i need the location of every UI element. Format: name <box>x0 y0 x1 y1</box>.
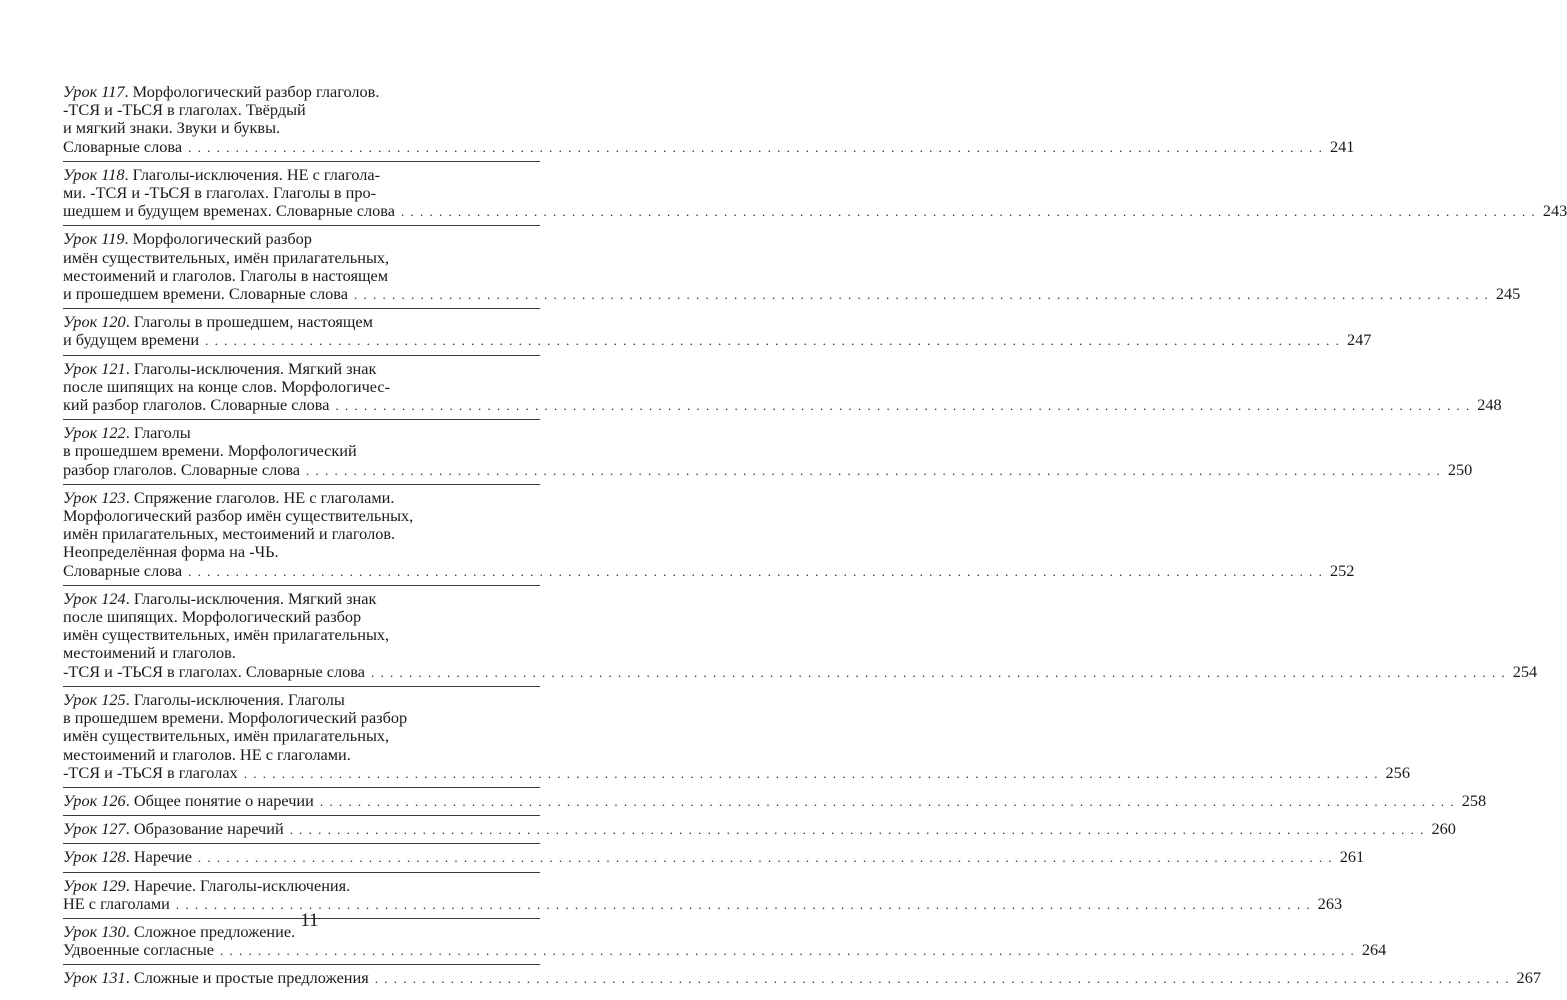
entry-line <box>63 525 540 543</box>
lesson-number: Урок 128 <box>63 847 126 867</box>
toc-entry <box>63 819 1456 844</box>
entry-text: -ТСЯ и -ТЬСЯ в глаголах. Словарные слова <box>63 661 365 681</box>
entry-text: шедшем и будущем временах. Словарные слова <box>63 201 395 221</box>
entry-text: Наречие <box>133 847 192 867</box>
dot-leader: . . . . . . . . . . . . . . . . . . . . . . . . . . . . . . . . . . . . . . . . . . . . . . . . . . . . . . . . . . . . . . . . . . . . . . . . . . . . . . . . . . . . . . . . . . . . . . . . . . . . . . . . . . . . . . . . . . . . . . . . <box>220 943 1356 959</box>
entry-line <box>63 507 540 525</box>
lesson-number: Урок 124 <box>63 588 126 608</box>
entry-line <box>63 442 540 460</box>
dot-leader: . . . . . . . . . . . . . . . . . . . . . . . . . . . . . . . . . . . . . . . . . . . . . . . . . . . . . . . . . . . . . . . . . . . . . . . . . . . . . . . . . . . . . . . . . . . . . . . . . . . . . . . . . . . . . . . . . . . . . . . . <box>401 204 1537 220</box>
entry-text: после шипящих. Морфологический разбор <box>63 607 362 627</box>
entry-page-number: 252 <box>1329 560 1355 580</box>
entry-text: Глаголы-исключения. Мягкий знак <box>133 358 377 378</box>
entry-line: Урок 117. Морфологический разбор глаголов. <box>63 82 380 101</box>
entry-line <box>63 543 540 561</box>
dot-leader: . . . . . . . . . . . . . . . . . . . . . . . . . . . . . . . . . . . . . . . . . . . . . . . . . . . . . . . . . . . . . . . . . . . . . . . . . . . . . . . . . . . . . . . . . . . . . . . . . . . . . . . . . . . . . . . . . . . . . . . . <box>319 793 1456 809</box>
lesson-number: Урок 119 <box>63 229 125 249</box>
entry-title-end <box>63 331 199 349</box>
entry-text: после шипящих на конце слов. Морфологичес- <box>63 376 391 396</box>
entry-line: Урок 120. Глаголы в прошедшем, настоящем <box>63 312 373 332</box>
entry-text: Глаголы-исключения. Мягкий знак <box>133 588 377 608</box>
entry-last-line <box>63 330 1372 350</box>
entry-page-number: 248 <box>1477 395 1502 415</box>
entry-last-line <box>63 819 1456 839</box>
entry-text: имён существительных, имён прилагательных, <box>63 247 390 267</box>
dot-leader: . . . . . . . . . . . . . . . . . . . . . . . . . . . . . . . . . . . . . . . . . . . . . . . . . . . . . . . . . . . . . . . . . . . . . . . . . . . . . . . . . . . . . . . . . . . . . . . . . . . . . . . . . . . . . . . . . . . . . . . . <box>354 287 1490 303</box>
toc-entry <box>63 164 1567 227</box>
entry-title-end <box>63 764 238 782</box>
toc-entry <box>63 968 1541 992</box>
entry-page-number: 247 <box>1346 330 1372 350</box>
entry-text: -ТСЯ и -ТЬСЯ в глаголах <box>63 762 238 782</box>
entry-line <box>63 709 540 727</box>
entry-text: Глаголы-исключения. Глаголы <box>133 689 345 709</box>
entry-text: кий разбор глаголов. Словарные слова <box>63 395 330 415</box>
lesson-number: Урок 122 <box>63 423 126 443</box>
entry-text: Морфологический разбор глаголов. <box>132 82 380 101</box>
entry-title-end: Урок 128. Наречие <box>63 847 192 867</box>
entry-last-line <box>63 940 1387 960</box>
entry-text: Удвоенные согласные <box>63 940 215 960</box>
entry-line: Урок 125. Глаголы-исключения. Глаголы <box>63 689 345 709</box>
entry-page-number: 241 <box>1329 136 1355 156</box>
entry-line <box>63 101 540 119</box>
entry-text: Наречие. Глаголы-исключения. <box>133 875 351 895</box>
lesson-number: Урок 117 <box>63 82 125 101</box>
entry-last-line <box>63 395 1502 415</box>
entry-line <box>63 184 540 202</box>
entry-last-line <box>63 560 1355 581</box>
lesson-number: Урок 129 <box>63 875 126 895</box>
entry-page-number: 261 <box>1339 847 1365 867</box>
entry-text: Спряжение глаголов. НЕ с глаголами. <box>133 487 395 507</box>
dot-leader: . . . . . . . . . . . . . . . . . . . . . . . . . . . . . . . . . . . . . . . . . . . . . . . . . . . . . . . . . . . . . . . . . . . . . . . . . . . . . . . . . . . . . . . . . . . . . . . . . . . . . . . . . . . . . . . . . . . . . . . . <box>188 139 1324 155</box>
entry-line <box>63 746 540 764</box>
entry-last-line <box>63 968 1541 988</box>
toc-entry <box>63 790 1487 816</box>
entry-text: и мягкий знаки. Звуки и буквы. <box>63 118 281 138</box>
entry-page-number: 243 <box>1542 201 1567 221</box>
entry-text: и будущем времени <box>63 330 200 350</box>
toc-entry <box>63 423 1473 485</box>
entry-title-end <box>63 138 182 156</box>
entry-line: Урок 123. Спряжение глаголов. НЕ с глаголами. <box>63 487 395 507</box>
entry-text: -ТСЯ и -ТЬСЯ в глаголах. Твёрдый <box>63 100 306 120</box>
toc-entry <box>63 487 1355 586</box>
dot-leader: . . . . . . . . . . . . . . . . . . . . . . . . . . . . . . . . . . . . . . . . . . . . . . . . . . . . . . . . . . . . . . . . . . . . . . . . . . . . . . . . . . . . . . . . . . . . . . . . . . . . . . . . . . . . . . . . . . . . . . . . <box>306 462 1442 478</box>
entry-line: Урок 121. Глаголы-исключения. Мягкий знак <box>63 358 377 378</box>
entry-title-end <box>63 461 300 479</box>
entry-line: Урок 118. Глаголы-исключения. НЕ с глагола- <box>63 164 381 184</box>
entry-text: Глаголы <box>133 423 191 443</box>
entry-page-number: 245 <box>1495 284 1521 304</box>
dot-leader: . . . . . . . . . . . . . . . . . . . . . . . . . . . . . . . . . . . . . . . . . . . . . . . . . . . . . . . . . . . . . . . . . . . . . . . . . . . . . . . . . . . . . . . . . . . . . . . . . . . . . . . . . . . . . . . . . . . . . . . . <box>197 850 1334 866</box>
entry-title-end <box>63 663 365 681</box>
lesson-number: Урок 118 <box>63 164 125 184</box>
entry-last-line <box>63 847 1365 867</box>
entry-last-line <box>63 762 1410 783</box>
entry-text: местоимений и глаголов. НЕ с глаголами. <box>63 744 351 764</box>
entry-line <box>63 378 540 396</box>
entry-text: НЕ с глаголами <box>63 893 170 913</box>
entry-line <box>63 119 540 137</box>
entry-text: в прошедшем времени. Морфологический <box>63 441 357 461</box>
lesson-number: Урок 120 <box>63 312 126 332</box>
dot-leader: . . . . . . . . . . . . . . . . . . . . . . . . . . . . . . . . . . . . . . . . . . . . . . . . . . . . . . . . . . . . . . . . . . . . . . . . . . . . . . . . . . . . . . . . . . . . . . . . . . . . . . . . . . . . . . . . . . . . . . . . <box>243 765 1379 781</box>
entry-title-end <box>63 562 182 580</box>
entry-last-line <box>63 790 1487 811</box>
entry-title-end <box>63 202 395 220</box>
entry-text: разбор глаголов. Словарные слова <box>63 459 301 479</box>
dot-leader: . . . . . . . . . . . . . . . . . . . . . . . . . . . . . . . . . . . . . . . . . . . . . . . . . . . . . . . . . . . . . . . . . . . . . . . . . . . . . . . . . . . . . . . . . . . . . . . . . . . . . . . . . . . . . . . . . . . . . . . . <box>188 563 1324 579</box>
entry-text: местоимений и глаголов. Глаголы в настоящем <box>63 265 389 285</box>
entry-line <box>63 267 540 285</box>
entry-text: имён прилагательных, местоимений и глаголов. <box>63 524 396 544</box>
entry-text: Неопределённая форма на -ЧЬ. <box>63 542 279 562</box>
entry-page-number: 263 <box>1317 893 1343 913</box>
entry-last-line <box>63 459 1473 480</box>
toc-entry <box>63 358 1502 421</box>
entry-text: Морфологический разбор имён существительных, <box>63 506 414 526</box>
toc-entry <box>63 847 1365 872</box>
entry-last-line <box>63 284 1521 304</box>
lesson-number: Урок 127 <box>63 819 126 839</box>
lesson-number: Урок 123 <box>63 487 126 507</box>
entry-page-number: 254 <box>1512 661 1538 681</box>
entry-line <box>63 608 540 626</box>
toc-entry <box>63 588 1538 687</box>
entry-text: Глаголы-исключения. НЕ с глагола- <box>132 164 381 184</box>
entry-text: Словарные слова <box>63 560 183 580</box>
entry-text: Общее понятие о наречии <box>133 790 314 810</box>
dot-leader: . . . . . . . . . . . . . . . . . . . . . . . . . . . . . . . . . . . . . . . . . . . . . . . . . . . . . . . . . . . . . . . . . . . . . . . . . . . . . . . . . . . . . . . . . . . . . . . . . . . . . . . . . . . . . . . . . . . . . . . . <box>335 398 1471 414</box>
entry-line <box>63 727 540 745</box>
entry-line <box>63 644 540 662</box>
entry-line: Урок 124. Глаголы-исключения. Мягкий знак <box>63 588 377 608</box>
entry-last-line <box>63 661 1538 682</box>
toc-entry <box>63 689 1410 788</box>
page-number: 11 <box>300 910 319 931</box>
entry-title-end <box>63 941 214 959</box>
lesson-number: Урок 131 <box>63 968 126 988</box>
entry-title-end <box>63 285 348 303</box>
entry-text: Образование наречий <box>133 819 284 839</box>
entry-line: Урок 129. Наречие. Глаголы-исключения. <box>63 875 351 895</box>
entry-title-end: Урок 126. Общее понятие о наречии <box>63 790 314 810</box>
toc-entry <box>63 229 1521 309</box>
entry-page-number: 250 <box>1447 459 1473 479</box>
entry-text: ми. -ТСЯ и -ТЬСЯ в глаголах. Глаголы в про- <box>63 183 377 203</box>
dot-leader: . . . . . . . . . . . . . . . . . . . . . . . . . . . . . . . . . . . . . . . . . . . . . . . . . . . . . . . . . . . . . . . . . . . . . . . . . . . . . . . . . . . . . . . . . . . . . . . . . . . . . . . . . . . . . . . . . . . . . . . . <box>175 896 1312 912</box>
dot-leader: . . . . . . . . . . . . . . . . . . . . . . . . . . . . . . . . . . . . . . . . . . . . . . . . . . . . . . . . . . . . . . . . . . . . . . . . . . . . . . . . . . . . . . . . . . . . . . . . . . . . . . . . . . . . . . . . . . . . . . . . <box>374 971 1510 987</box>
entry-page-number: 258 <box>1461 790 1487 810</box>
entry-text: и прошедшем времени. Словарные слова <box>63 284 349 304</box>
entry-text: имён существительных, имён прилагательных, <box>63 625 390 645</box>
lesson-number: Урок 125 <box>63 689 126 709</box>
toc-entry <box>63 312 1372 355</box>
lesson-number: Урок 126 <box>63 790 126 810</box>
toc-entry <box>63 82 1355 162</box>
entry-text: имён существительных, имён прилагательных, <box>63 726 390 746</box>
entry-last-line <box>63 201 1567 221</box>
entry-line: Урок 119. Морфологический разбор <box>63 229 312 249</box>
entry-text: Глаголы в прошедшем, настоящем <box>133 312 373 332</box>
entry-line: Урок 122. Глаголы <box>63 423 191 443</box>
entry-line: Урок 130. Сложное предложение. <box>63 921 296 941</box>
dot-leader: . . . . . . . . . . . . . . . . . . . . . . . . . . . . . . . . . . . . . . . . . . . . . . . . . . . . . . . . . . . . . . . . . . . . . . . . . . . . . . . . . . . . . . . . . . . . . . . . . . . . . . . . . . . . . . . . . . . . . . . . <box>289 822 1425 838</box>
entry-text: в прошедшем времени. Морфологический разбор <box>63 708 408 728</box>
entry-text: Морфологический разбор <box>132 229 312 249</box>
entry-page-number: 267 <box>1516 968 1541 988</box>
entry-last-line <box>63 136 1355 157</box>
lesson-number: Урок 121 <box>63 358 126 378</box>
entry-text: Сложное предложение. <box>133 921 296 941</box>
dot-leader: . . . . . . . . . . . . . . . . . . . . . . . . . . . . . . . . . . . . . . . . . . . . . . . . . . . . . . . . . . . . . . . . . . . . . . . . . . . . . . . . . . . . . . . . . . . . . . . . . . . . . . . . . . . . . . . . . . . . . . . . <box>205 333 1341 349</box>
entry-text: местоимений и глаголов. <box>63 643 236 663</box>
entry-page-number: 264 <box>1361 940 1387 960</box>
entry-text: Словарные слова <box>63 136 183 156</box>
lesson-number: Урок 130 <box>63 921 126 941</box>
entry-text: Сложные и простые предложения <box>133 968 369 988</box>
entry-page-number: 256 <box>1385 762 1410 782</box>
entry-line <box>63 249 540 267</box>
dot-leader: . . . . . . . . . . . . . . . . . . . . . . . . . . . . . . . . . . . . . . . . . . . . . . . . . . . . . . . . . . . . . . . . . . . . . . . . . . . . . . . . . . . . . . . . . . . . . . . . . . . . . . . . . . . . . . . . . . . . . . . . <box>370 664 1507 680</box>
table-of-contents <box>63 82 1567 997</box>
entry-title-end: Урок 131. Сложные и простые предложения <box>63 968 369 988</box>
entry-page-number: 260 <box>1431 819 1456 839</box>
entry-title-end <box>63 396 329 414</box>
entry-title-end: Урок 127. Образование наречий <box>63 819 284 839</box>
entry-line <box>63 626 540 644</box>
